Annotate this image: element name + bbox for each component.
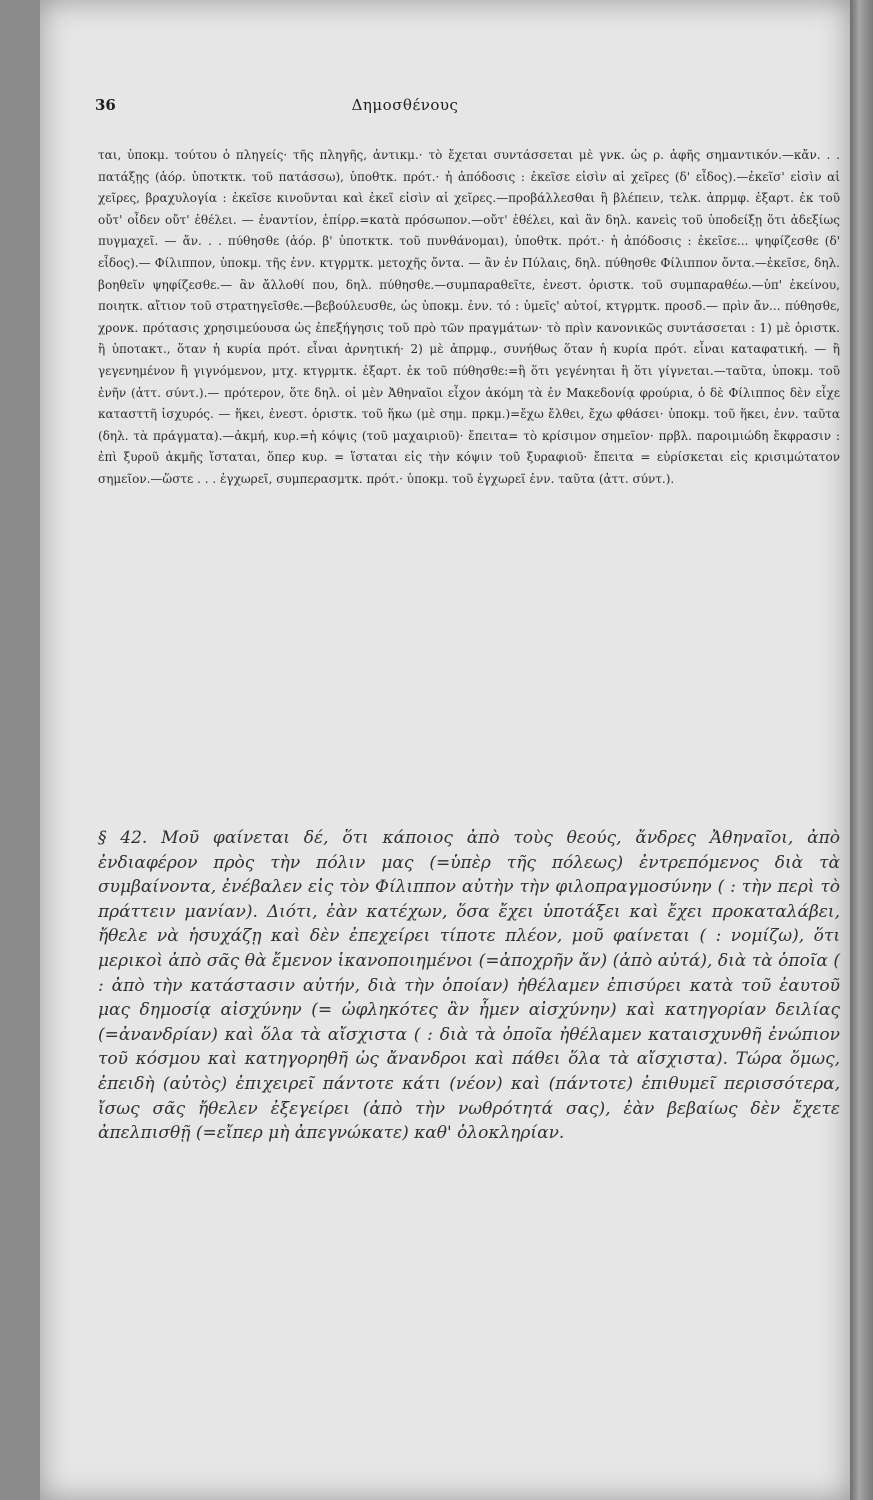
- running-title: Δημοσθένους: [351, 96, 459, 114]
- commentary-notes: [98, 145, 840, 491]
- section-42-paragraph: § 42. Μοῦ φαίνεται δέ, ὅτι κάποιος ἀπὸ τοὺς θεούς, ἄνδρες Ἀθηναῖοι, ἀπὸ ἐνδιαφέρον πρὸς τὴν πόλιν μας (=ὑπὲρ τῆς πόλεως) ἐντρεπόμενος διὰ τὰ συμβαίνοντα, ἐνέβαλεν εἰς τὸν Φίλιππον αὐτὴν τὴν φιλοπραγμοσύνην ( : τὴν περὶ τὸ πράττειν μανίαν). Διότι, ἐὰν κατέχων, ὅσα ἔχει ὑποτάξει καὶ ἔχει προκαταλάβει, ἤθελε νὰ ἡσυχάζῃ καὶ δὲν ἐπεχείρει τίποτε πλέον, μοῦ φαίνεται ( : νομίζω), ὅτι μερικοὶ ἀπὸ σᾶς θὰ ἔμενον ἱκανοποιημένοι (=ἀποχρῆν ἄν) (ἀπὸ αὐτά), διὰ τὰ ὁποῖα ( : ἀπὸ τὴν κατάστασιν αὐτήν, διὰ τὴν ὁποίαν) ἠθέλαμεν ἐπισύρει κατὰ τοῦ ἑαυτοῦ μας δημοσίᾳ αἰσχύνην (= ὠφληκότες ἂν ἦμεν αἰσχύνην) καὶ κατηγορίαν δειλίας (=ἀνανδρίαν) καὶ ὅλα τὰ αἴσχιστα ( : διὰ τὰ ὁποῖα ἠθέλαμεν καταισχυνθῆ ἐνώπιον τοῦ κόσμου καὶ κατηγορηθῆ ὡς ἄνανδροι καὶ πάθει ὅλα τὰ αἴσχιστα). Τώρα ὅμως, ἐπειδὴ (αὐτὸς) ἐπιχειρεῖ πάντοτε κάτι (νέον) καὶ (πάντοτε) ἐπιθυμεῖ περισσότερα, ἴσως σᾶς ἤθελεν ἐξεγείρει (ἀπὸ τὴν νωθρότητά σας), ἐὰν βεβαίως δὲν ἔχετε ἀπελπισθῇ (=εἴπερ μὴ ἀπεγνώκατε) καθ' ὁλοκληρίαν.: [98, 828, 840, 1144]
- page-number: 36: [95, 96, 116, 114]
- translation-section: [98, 826, 840, 1146]
- notes-paragraph: ται, ὑποκμ. τούτου ὁ πληγείς· τῆς πληγῆς, ἀντικμ.· τὸ ἔχεται συντάσσεται μὲ γνκ. ὡς ρ. ἁφῆς σημαντικόν.—κἄν. . . πατάξῃς (ἀόρ. ὑποτκτκ. τοῦ πατάσσω), ὑποθτκ. πρότ.· ἡ ἀπόδοσις : ἐκεῖσε εἰσὶν αἱ χεῖρες (δ' εἶδος).—ἐκεῖσ' εἰσὶν αἱ χεῖρες, βραχυλογία : ἐκεῖσε κινοῦνται καὶ ἐκεῖ εἰσὶν αἱ χεῖρες.—προβάλλεσθαι ἢ βλέπειν, τελκ. ἀπρμφ. ἐξαρτ. ἐκ τοῦ οὔτ' οἶδεν οὔτ' ἐθέλει. — ἐναντίον, ἐπίρρ.=κατὰ πρόσωπον.—οὔτ' ἐθέλει, καὶ ἂν δηλ. κανεὶς τοῦ ὑποδείξῃ ὅτι ἀδεξίως πυγμαχεῖ. — ἄν. . . πύθησθε (ἀόρ. β' ὑποτκτκ. τοῦ πυνθάνομαι), ὑποθτκ. πρότ.· ἡ ἀπόδοσις : ἐκεῖσε... ψηφίζεσθε (δ' εἶδος).— Φίλιππον, ὑποκμ. τῆς ἐνν. κτγρμτκ. μετοχῆς ὄντα. — ἂν ἐν Πύλαις, δηλ. πύθησθε Φίλιππον ὄντα.—ἐκεῖσε, δηλ. βοηθεῖν ψηφίζεσθε.— ἂν ἄλλοθί που, δηλ. πύθησθε.—συμπαραθεῖτε, ἐνεστ. ὁριστκ. τοῦ συμπαραθέω.—ὑπ' ἐκείνου, ποιητκ. αἴτιον τοῦ στρατηγεῖσθε.—βεβούλευσθε, ὡς ὑποκμ. ἐνν. τό : ὑμεῖς' αὐτοί, κτγρμτκ. προσδ.— πρὶν ἄν... πύθησθε, χρονκ. πρότασις χρησιμεύουσα ὡς ἐπεξήγησις τοῦ πρὸ τῶν πραγμάτων· τὸ πρὶν κανονικῶς συντάσσεται : 1) μὲ ὁριστκ. ἢ ὑποτακτ., ὅταν ἡ κυρία πρότ. εἶναι ἀρνητική· 2) μὲ ἀπρμφ., συνήθως ὅταν ἡ κυρία πρότ. εἶναι καταφατική. — ἢ γεγενημένον ἢ γιγνόμενον, μτχ. κτγρμτκ. ἐξαρτ. ἐκ τοῦ πύθησθε:=ἢ ὅτι γεγένηται ἢ ὅτι γίγνεται.—ταῦτα, ὑποκμ. τοῦ ἐνῆν (ἀττ. σύντ.).— πρότερον, ὅτε δηλ. οἱ μὲν Ἀθηναῖοι εἶχον ἀκόμη τὰ ἐν Μακεδονίᾳ φρούρια, ὁ δὲ Φίλιππος δὲν εἶχε κατασττῆ ἰσχυρός. — ἥκει, ἐνεστ. ὁριστκ. τοῦ ἥκω (μὲ σημ. πρκμ.)=ἔχω ἔλθει, ἔχω φθάσει· ὑποκμ. τοῦ ἥκει, ἐνν. ταῦτα (δηλ. τὰ πράγματα).—ἀκμή, κυρ.=ἡ κόψις (τοῦ μαχαιριοῦ)· ἔπειτα= τὸ κρίσιμον σημεῖον· πρβλ. παροιμιώδη ἔκφρασιν : ἐπὶ ξυροῦ ἀκμῆς ἵσταται, ὅπερ κυρ. = ἵσταται εἰς τὴν κόψιν τοῦ ξυραφιοῦ· ἔπειτα = εὑρίσκεται εἰς κρισιμώτατον σημεῖον.—ὥστε . . . ἐγχωρεῖ, συμπερασμτκ. πρότ.· ὑποκμ. τοῦ ἐγχωρεῖ ἐνν. ταῦτα (ἀττ. σύντ.).: [98, 148, 840, 486]
- page-edge: [850, 0, 873, 1500]
- page-header: [95, 96, 715, 126]
